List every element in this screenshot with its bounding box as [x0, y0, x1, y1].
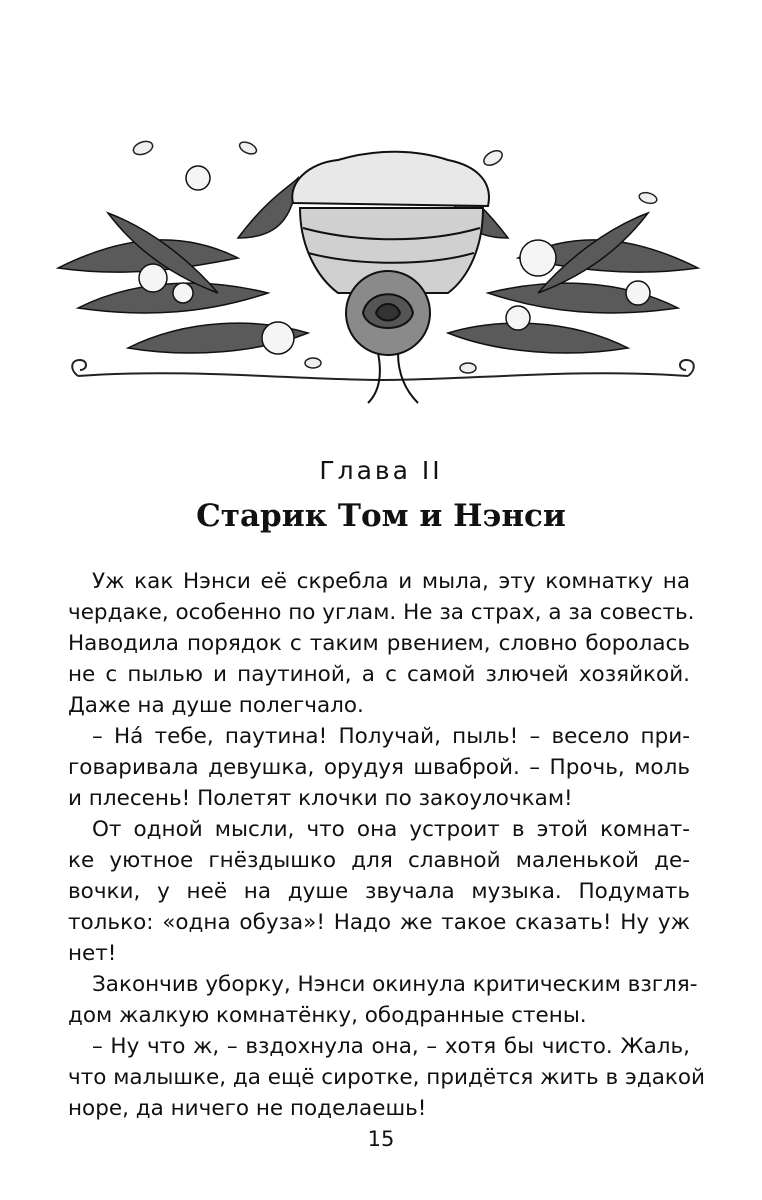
text-line: Даже на душе полегчало. [68, 693, 364, 718]
chapter-title: Старик Том и Нэнси [196, 498, 566, 534]
text-line: не с пылью и паутиной, а с самой злючей хозяйкой. [68, 662, 690, 687]
rose-flower [346, 271, 430, 403]
text-line: Закончив уборку, Нэнси окинула критическим взгля- [92, 972, 698, 997]
text-line: только: «одна обуза»! Надо же такое сказать! Ну уж [68, 910, 690, 935]
text-line: дом жалкую комнатёнку, ободранные стены. [68, 1003, 587, 1028]
text-line: – Ну что ж, – вздохнула она, – хотя бы чисто. Жаль, [92, 1034, 690, 1059]
text-line: норе, да ничего не поделаешь! [68, 1096, 427, 1121]
text-line: ке уютное гнёздышко для славной маленькой де- [68, 848, 690, 873]
chapter-header-illustration [38, 118, 728, 408]
chapter-body-text [68, 566, 706, 1124]
text-line: Уж как Нэнси её скребла и мыла, эту комнатку на [92, 569, 690, 594]
text-line: что малышке, да ещё сиротке, придётся жить в эдакой [68, 1065, 706, 1090]
page-number: 15 [367, 1127, 395, 1151]
chapter-label: Глава II [319, 456, 443, 485]
ornament-scroll-line [78, 373, 688, 380]
text-line: – На́ тебе, паутина! Получай, пыль! – весело при- [92, 724, 690, 749]
text-line: нет! [68, 941, 117, 966]
text-line: Наводила порядок с таким рвением, словно боролась [68, 631, 690, 656]
text-line: и плесень! Полетят клочки по закоулочкам! [68, 786, 573, 811]
text-line: говаривала девушка, орудуя шваброй. – Прочь, моль [68, 755, 690, 780]
text-line: чердаке, особенно по углам. Не за страх, а за совесть. [68, 600, 695, 625]
text-line: От одной мысли, что она устроит в этой комнат- [92, 817, 690, 842]
text-line: вочки, у неё на душе звучала музыка. Подумать [68, 879, 690, 904]
